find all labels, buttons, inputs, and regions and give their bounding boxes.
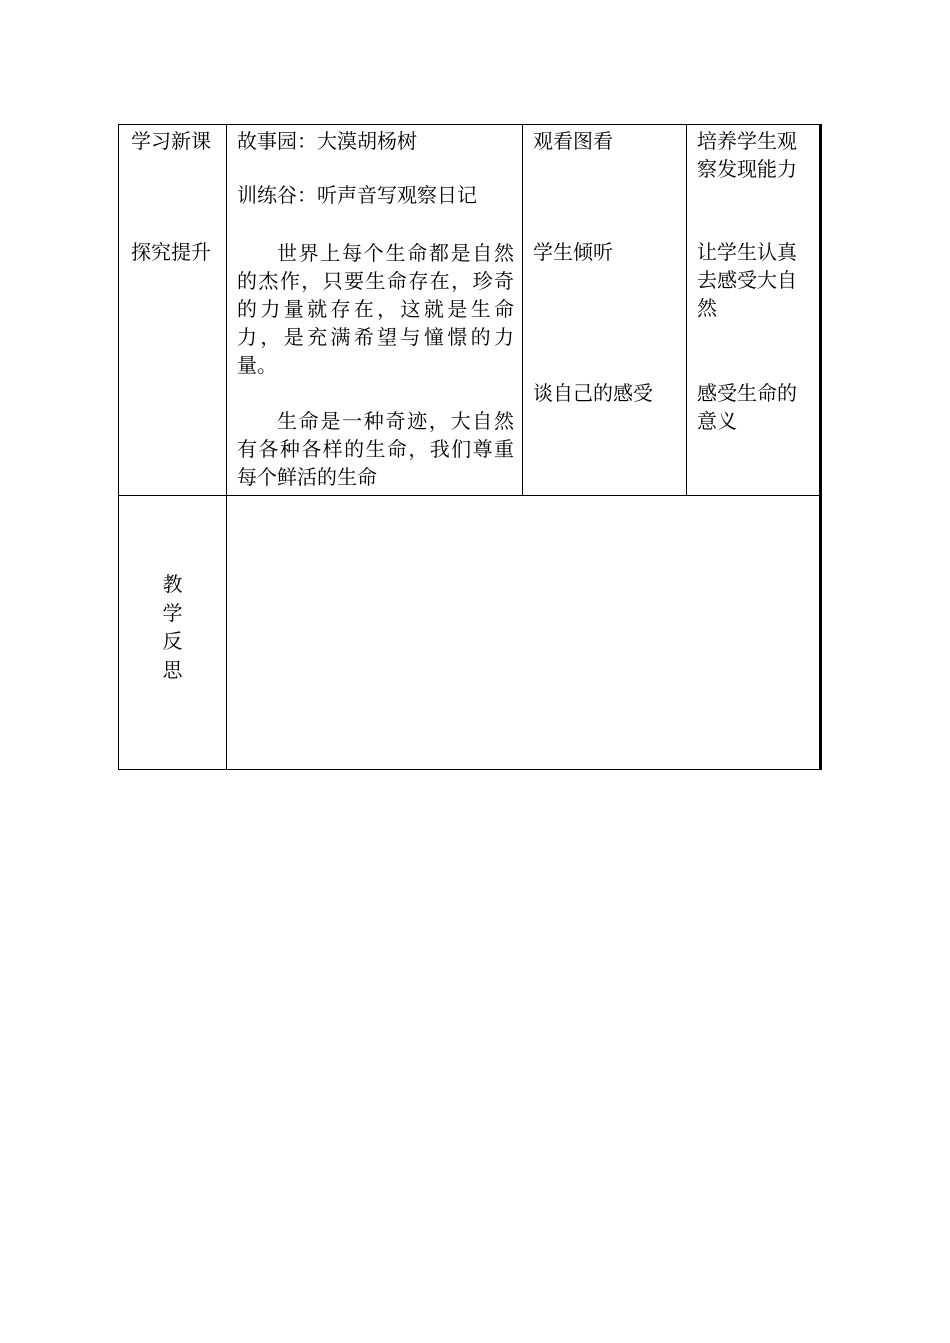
reflection-label: 教 学 反 思: [162, 572, 183, 682]
content-paragraph-2: 生命是一种奇迹，大自然有各种各样的生命，我们尊重每个鲜活的生命: [237, 409, 514, 489]
activity-watch: 观看图看: [533, 129, 613, 153]
intent-meaning: 感受生命的意义: [697, 381, 797, 433]
stage-cell: [119, 125, 227, 496]
activity-listen: 学生倾听: [533, 240, 613, 264]
intent-feel-nature: 让学生认真去感受大自然: [697, 240, 797, 320]
table-row-reflection: [119, 496, 821, 770]
intent-observe: 培养学生观察发现能力: [697, 129, 797, 181]
reflection-label-cell: [119, 496, 227, 770]
stage-label-explore: 探究提升: [131, 240, 211, 264]
intention-cell: [687, 125, 821, 496]
content-paragraph-1: 世界上每个生命都是自然的杰作，只要生命存在，珍奇的力量就存在，这就是生命力，是充满希望与憧憬的力量。: [237, 241, 514, 377]
training-line: 训练谷：听声音写观察日记: [237, 183, 477, 207]
stage-label-new-lesson: 学习新课: [131, 129, 211, 153]
table-row-teaching: [119, 125, 821, 496]
story-line: 故事园：大漠胡杨树: [237, 129, 417, 153]
activity-share: 谈自己的感受: [533, 381, 653, 405]
lesson-plan-table: [118, 124, 822, 770]
content-cell: [227, 125, 523, 496]
student-activity-cell: [523, 125, 687, 496]
reflection-content-cell: [227, 496, 821, 770]
